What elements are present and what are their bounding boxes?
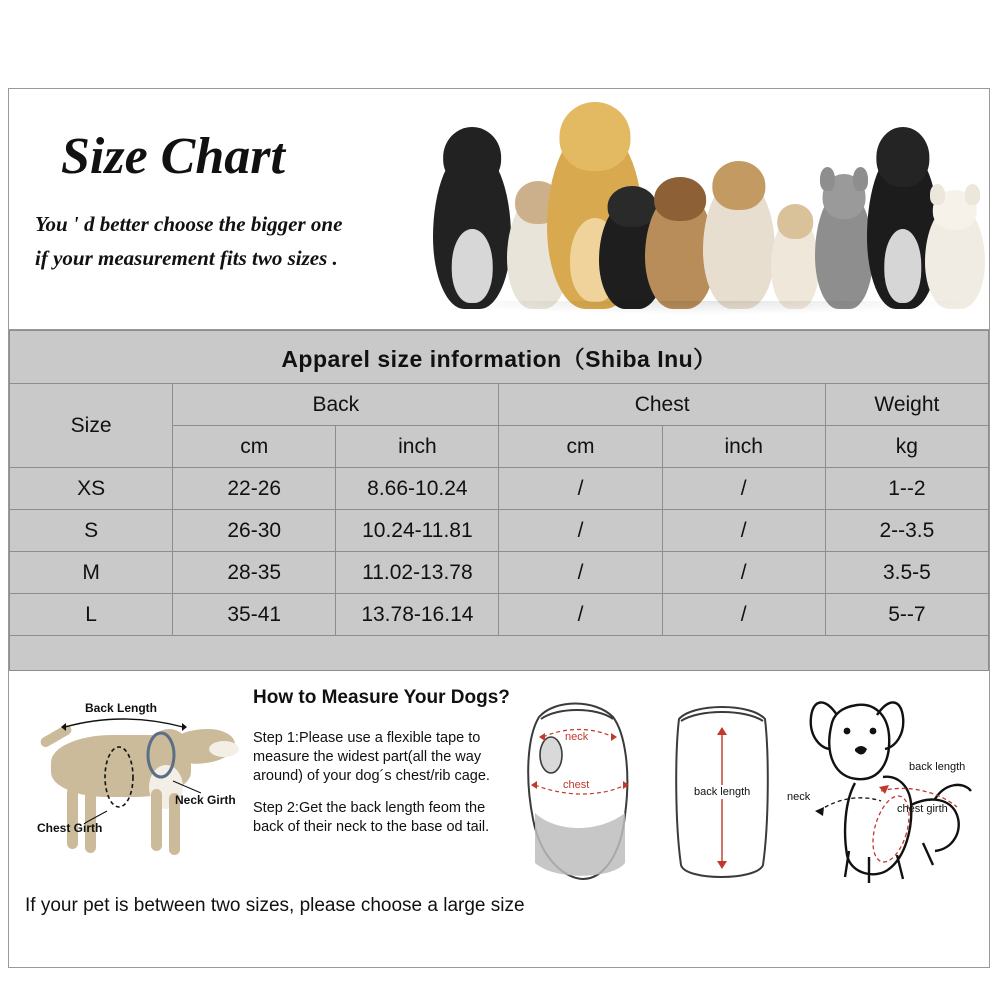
cell-weight-kg: 5--7 <box>825 594 988 636</box>
header-subtitle-line1: You ' d better choose the bigger one <box>35 212 343 236</box>
garment-diagram-front <box>521 693 633 893</box>
howto-title: How to Measure Your Dogs? <box>253 687 510 708</box>
table-row <box>10 552 989 594</box>
cell-chest-inch: / <box>662 594 825 636</box>
table-row <box>10 594 989 636</box>
label-back-length: Back Length <box>85 701 158 715</box>
col-subheader-back-inch: inch <box>336 426 499 468</box>
label-neck-girth: Neck Girth <box>175 793 236 807</box>
col-header-weight: Weight <box>825 384 988 426</box>
header-subtitle-line2: if your measurement fits two sizes . <box>35 246 338 270</box>
cell-back-inch: 11.02-13.78 <box>336 552 499 594</box>
howto-step-2: Step 2:Get the back length feom the back of their neck to the base od tail. <box>253 800 490 835</box>
table-caption-row <box>10 331 989 384</box>
head-shape <box>443 127 501 188</box>
col-subheader-chest-cm: cm <box>499 426 662 468</box>
cell-chest-cm: / <box>499 594 662 636</box>
col-subheader-weight-kg: kg <box>825 426 988 468</box>
cell-weight-kg: 2--3.5 <box>825 510 988 552</box>
ear-shape <box>853 167 868 191</box>
animals-photo <box>419 99 979 319</box>
shadow-strip <box>431 301 975 315</box>
ear-shape <box>965 184 981 205</box>
cell-back-inch: 13.78-16.14 <box>336 594 499 636</box>
col-subheader-back-cm: cm <box>173 426 336 468</box>
cell-chest-inch: / <box>662 468 825 510</box>
cat-grey-icon <box>815 191 873 309</box>
head-shape <box>654 177 706 221</box>
label-garment-back-length: back length <box>691 785 753 799</box>
cat-white-icon <box>925 205 985 309</box>
size-chart-card <box>8 88 990 968</box>
head-shape <box>608 186 657 227</box>
col-header-size: Size <box>10 384 173 468</box>
cell-size: S <box>10 510 173 552</box>
measure-guide-panel <box>9 670 989 929</box>
table-caption: Apparel size information（Shiba Inu） <box>10 331 989 384</box>
cell-back-cm: 22-26 <box>173 468 336 510</box>
cell-back-cm: 26-30 <box>173 510 336 552</box>
head-shape <box>559 102 630 171</box>
cell-back-cm: 35-41 <box>173 594 336 636</box>
cell-weight-kg: 1--2 <box>825 468 988 510</box>
table-row <box>10 468 989 510</box>
ear-shape <box>930 184 946 205</box>
head-shape <box>876 127 929 188</box>
cell-size: XS <box>10 468 173 510</box>
measure-diagram-right <box>785 679 980 894</box>
table-header-row-1 <box>10 384 989 426</box>
label-right-back-length: back length <box>909 761 966 773</box>
table-spacer-row <box>10 636 989 671</box>
garment-front-svg <box>521 693 633 893</box>
header-band <box>9 89 989 330</box>
cell-size: L <box>10 594 173 636</box>
page-title: Size Chart <box>61 128 285 185</box>
head-shape <box>712 161 765 210</box>
col-header-back: Back <box>173 384 499 426</box>
chest-shape <box>452 229 493 303</box>
cell-chest-inch: / <box>662 552 825 594</box>
label-chest-girth: Chest Girth <box>37 821 103 835</box>
measure-diagram-left <box>23 683 248 873</box>
size-table <box>9 330 989 670</box>
footnote-text: If your pet is between two sizes, please choose a large size <box>25 895 525 916</box>
chest-shape <box>884 229 921 303</box>
cell-chest-cm: / <box>499 510 662 552</box>
table-row <box>10 510 989 552</box>
dog-outline-svg <box>785 679 980 894</box>
label-garment-neck: neck <box>565 731 589 743</box>
table-spacer-cell <box>10 636 989 671</box>
label-right-neck: neck <box>787 791 811 803</box>
label-garment-chest: chest <box>563 779 590 791</box>
cell-back-cm: 28-35 <box>173 552 336 594</box>
cell-size: M <box>10 552 173 594</box>
cell-weight-kg: 3.5-5 <box>825 552 988 594</box>
dog-border-collie-icon <box>433 149 511 309</box>
head-shape <box>777 204 813 239</box>
garment-diagram-back <box>669 693 775 889</box>
dog-beagle-icon <box>703 179 775 309</box>
cell-back-inch: 8.66-10.24 <box>336 468 499 510</box>
header-subtitle <box>35 207 342 275</box>
label-right-chest-girth: chest girth <box>897 803 948 815</box>
dog-chihuahua-icon <box>771 217 819 309</box>
col-subheader-chest-inch: inch <box>662 426 825 468</box>
cell-chest-cm: / <box>499 468 662 510</box>
cell-back-inch: 10.24-11.81 <box>336 510 499 552</box>
col-header-chest: Chest <box>499 384 825 426</box>
ear-shape <box>820 167 835 191</box>
cell-chest-cm: / <box>499 552 662 594</box>
cell-chest-inch: / <box>662 510 825 552</box>
howto-step-1: Step 1:Please use a flexible tape to measure the widest part(all the way around) of your dog´s chest/rib cage. <box>253 730 490 784</box>
